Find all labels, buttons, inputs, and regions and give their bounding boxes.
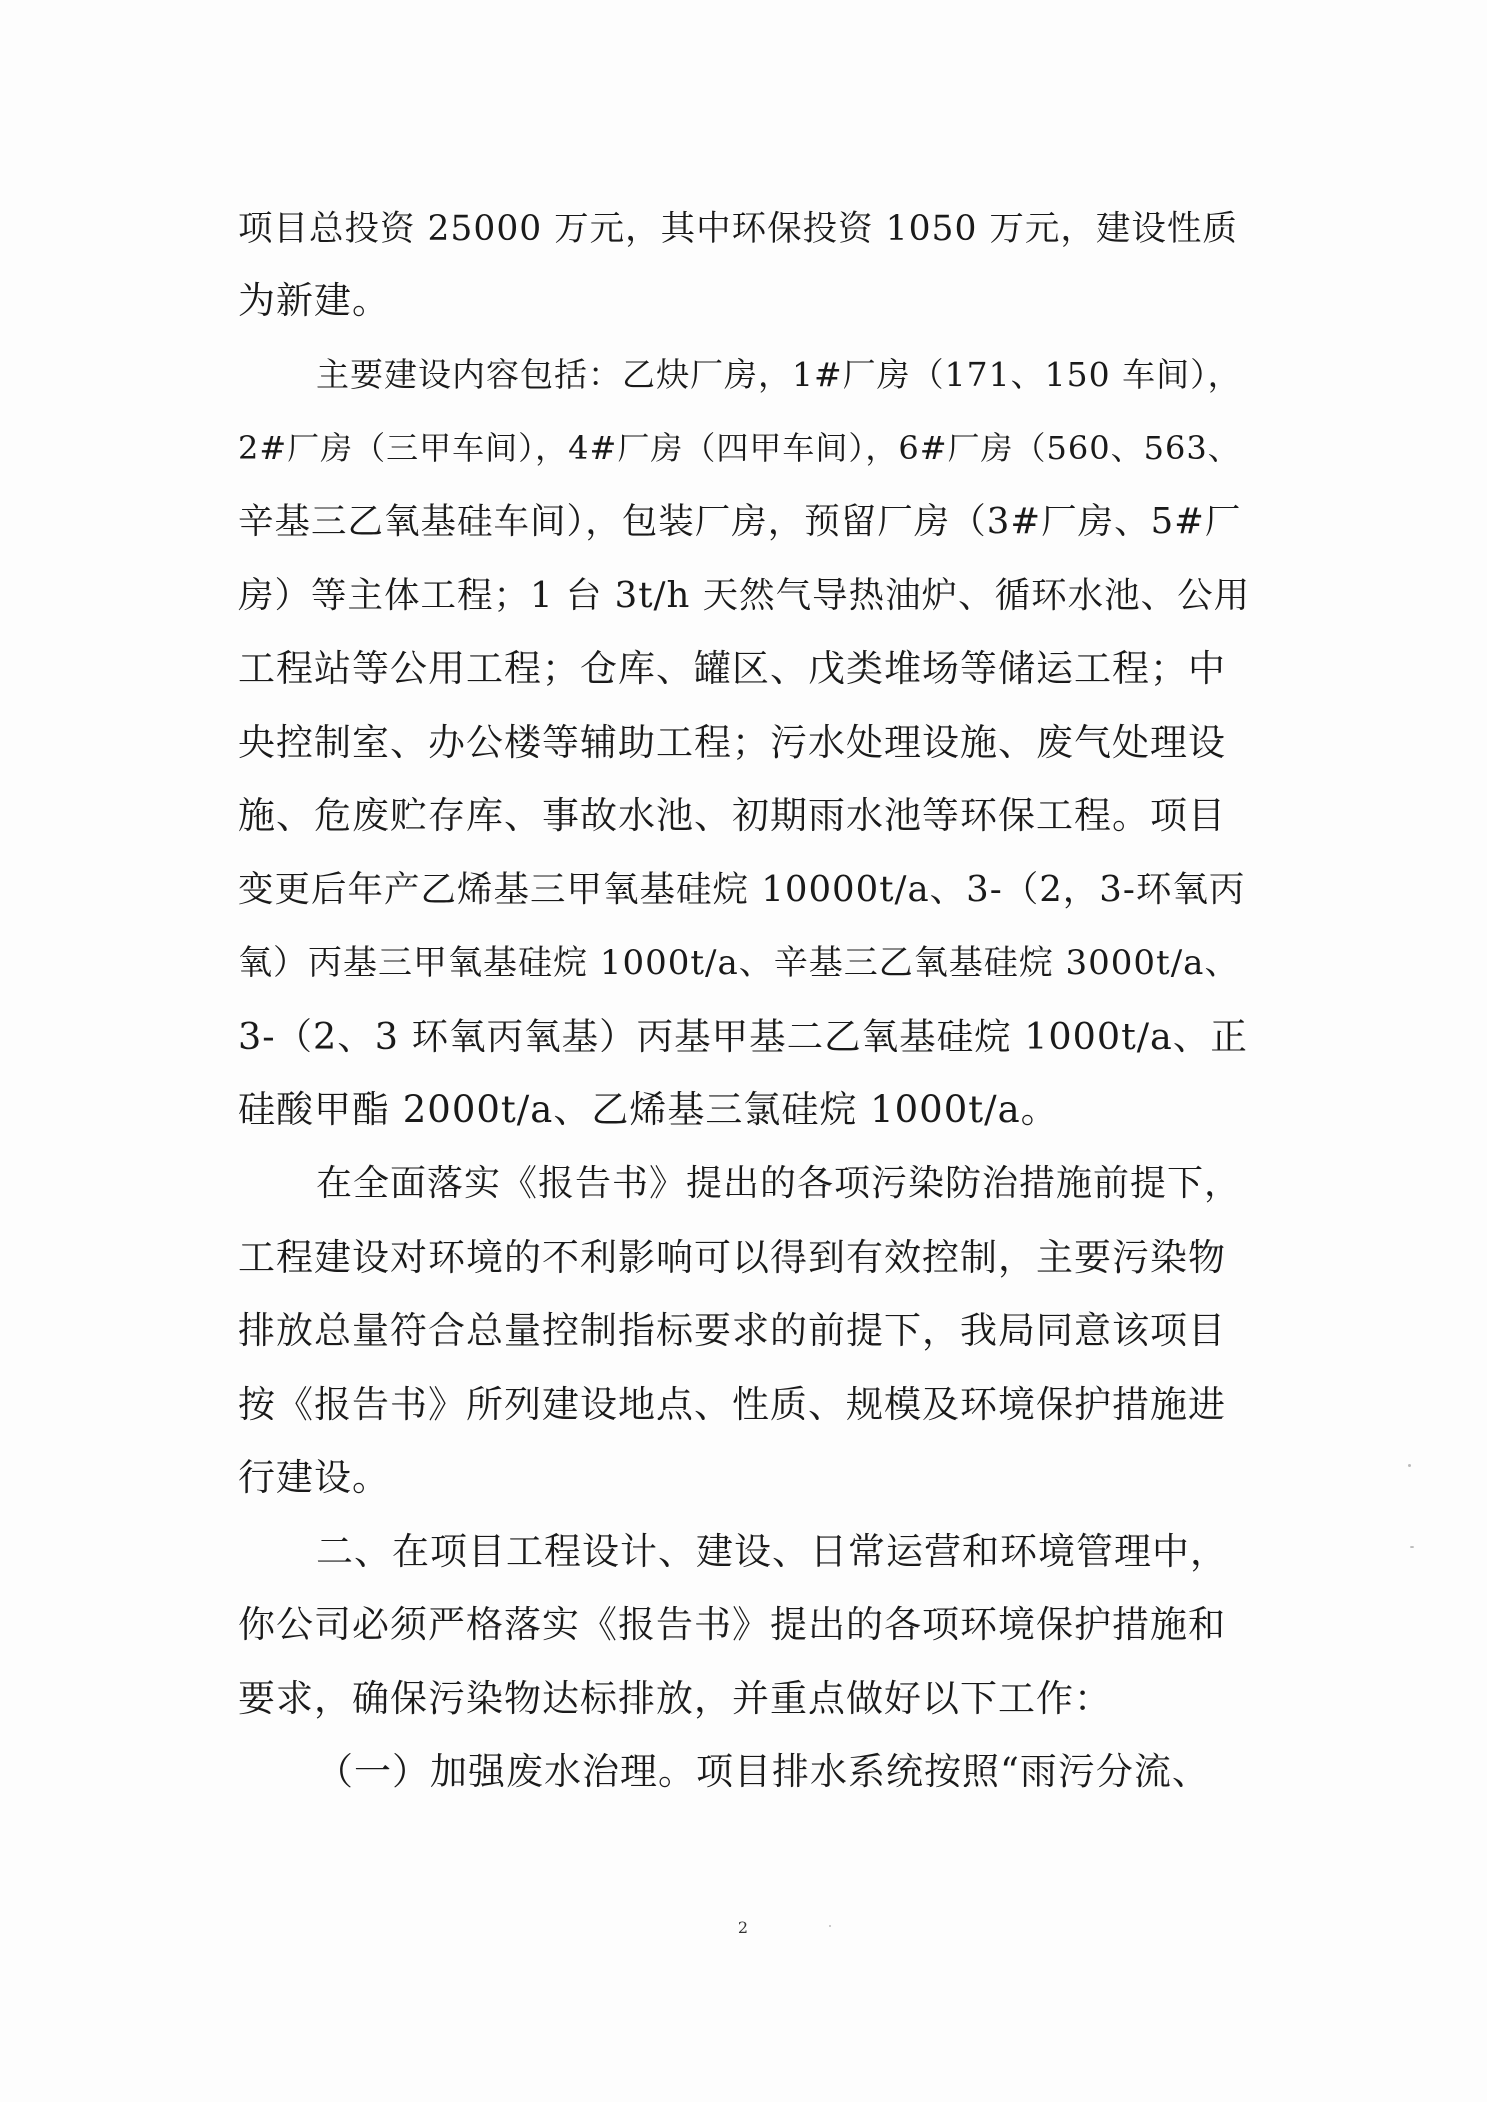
text-line: 硅酸甲酯 2000t/a、乙烯基三氯硅烷 1000t/a。 <box>238 1088 1059 1131</box>
text-line: 施、危废贮存库、事故水池、初期雨水池等环保工程。项目 <box>238 794 1226 837</box>
text-line: 氧）丙基三甲氧基硅烷 1000t/a、辛基三乙氧基硅烷 3000t/a、 <box>238 943 1240 983</box>
text-line: 为新建。 <box>238 279 390 322</box>
text-line: 项目总投资 25000 万元，其中环保投资 1050 万元，建设性质 <box>238 209 1238 249</box>
text-line: 房）等主体工程；1 台 3t/h 天然气导热油炉、循环水池、公用 <box>238 575 1251 616</box>
text-line: 按《报告书》所列建设地点、性质、规模及环境保护措施进 <box>238 1383 1226 1426</box>
text-line: 工程站等公用工程；仓库、罐区、戊类堆场等储运工程；中 <box>238 647 1226 690</box>
text-line: 行建设。 <box>238 1456 390 1499</box>
paragraph-start-line: 主要建设内容包括：乙炔厂房，1#厂房（171、150 车间）， <box>316 355 1242 394</box>
text-line: 3-（2、3 环氧丙氧基）丙基甲基二乙氧基硅烷 1000t/a、正 <box>238 1015 1248 1058</box>
text-line: 要求，确保污染物达标排放，并重点做好以下工作： <box>238 1677 1112 1720</box>
text-line: 你公司必须严格落实《报告书》提出的各项环境保护措施和 <box>238 1603 1226 1646</box>
text-line: 变更后年产乙烯基三甲氧基硅烷 10000t/a、3-（2，3-环氧丙 <box>238 869 1246 910</box>
paragraph-start-line: 在全面落实《报告书》提出的各项污染防治措施前提下， <box>316 1163 1242 1204</box>
scan-speck <box>1410 1546 1414 1548</box>
text-line: 2#厂房（三甲车间），4#厂房（四甲车间），6#厂房（560、563、 <box>238 429 1241 467</box>
page-number: 2 <box>737 1918 749 1937</box>
text-line: 辛基三乙氧基硅车间），包装厂房，预留厂房（3#厂房、5#厂 <box>238 501 1242 542</box>
scan-speck <box>829 1925 831 1927</box>
text-line: 工程建设对环境的不利影响可以得到有效控制，主要污染物 <box>238 1236 1226 1279</box>
paragraph-start-line: 二、在项目工程设计、建设、日常运营和环境管理中， <box>316 1530 1228 1573</box>
paragraph-start-line: （一）加强废水治理。项目排水系统按照“雨污分流、 <box>316 1750 1210 1793</box>
scan-speck <box>1408 1464 1411 1467</box>
text-line: 央控制室、办公楼等辅助工程；污水处理设施、废气处理设 <box>238 721 1226 764</box>
text-line: 排放总量符合总量控制指标要求的前提下，我局同意该项目 <box>238 1309 1226 1352</box>
